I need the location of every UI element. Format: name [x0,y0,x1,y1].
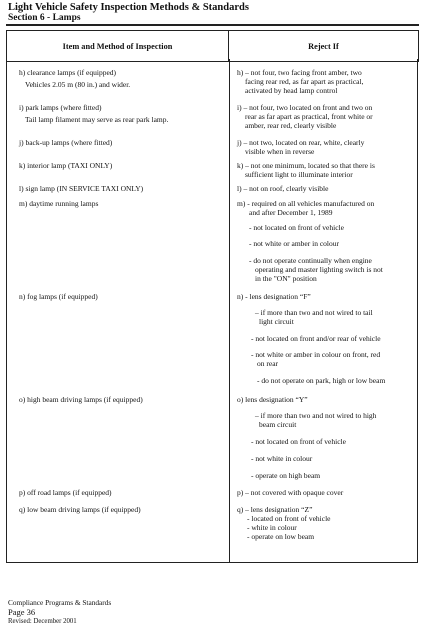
table-row-left: j) back-up lamps (where fitted) [19,138,113,147]
table-row-left: l) sign lamp (IN SERVICE TAXI ONLY) [19,184,144,193]
column-divider [229,59,230,562]
header-rule [6,24,419,26]
table-row-right: h) – not four, two facing front amber, two [237,68,362,77]
table-row-right: operating and master lighting switch is not [255,265,383,274]
column-header-reject: Reject If [229,31,419,62]
inspection-table-header [6,30,419,62]
table-row-right: activated by head lamp control [245,86,338,95]
table-row-left: Vehicles 2.05 m (80 in.) and wider. [25,80,131,89]
table-row-left: k) interior lamp (TAXI ONLY) [19,161,113,170]
table-row-right: sufficient light to illuminate interior [245,170,353,179]
table-row-right: visible when in reverse [245,147,315,156]
table-row-right: - not located on front of vehicle [249,223,344,232]
table-row-left: o) high beam driving lamps (if equipped) [19,395,143,404]
table-row-right: facing rear red, as far apart as practical, [245,77,364,86]
table-row-left: p) off road lamps (if equipped) [19,488,112,497]
table-row-left: m) daytime running lamps [19,199,99,208]
footer-department: Compliance Programs & Standards [8,598,112,607]
table-row-right: q) – lens designation “Z” [237,505,313,514]
table-row-left: n) fog lamps (if equipped) [19,292,98,301]
table-row-right: n) - lens designation “F” [237,292,311,301]
table-row-right: m) - required on all vehicles manufactured on [237,199,375,208]
table-row-right: in the "ON" position [255,274,317,283]
table-row-left: h) clearance lamps (if equipped) [19,68,117,77]
table-row-right: l) – not on roof, clearly visible [237,184,329,193]
table-row-left: q) low beam driving lamps (if equipped) [19,505,141,514]
table-row-right: - not white or amber in colour on front, red [251,350,381,359]
page-header [8,2,418,23]
table-row-right: - not located on front and/or rear of vehicle [251,334,381,343]
footer-page-number: Page 36 [8,607,36,617]
table-row-right: p) – not covered with opaque cover [237,488,344,497]
table-row-left: Tail lamp filament may serve as rear park lamp. [25,115,169,124]
table-row-right: amber, rear red, clearly visible [245,121,337,130]
table-row-right: - operate on high beam [251,471,321,480]
table-row-right: i) – not four, two located on front and two on [237,103,373,112]
table-row-right: k) – not one minimum, located so that there is [237,161,375,170]
table-row-left: i) park lamps (where fitted) [19,103,102,112]
table-row-right: - do not operate continually when engine [249,256,372,265]
footer-revised: Revised: December 2001 [8,618,77,625]
table-row-right: - do not operate on park, high or low beam [257,376,386,385]
inspection-table-body [6,59,418,563]
table-row-right: o) lens designation “Y” [237,395,308,404]
table-row-right: - located on front of vehicle [247,514,331,523]
table-row-right: beam circuit [259,420,297,429]
table-row-right: – if more than two and not wired to high [255,411,377,420]
table-row-right: rear as far apart as practical, front white or [245,112,373,121]
column-header-item: Item and Method of Inspection [7,31,229,62]
table-row-right: - not located on front of vehicle [251,437,346,446]
table-row-right: and after December 1, 1989 [249,208,333,217]
table-row-right: - operate on low beam [247,532,315,541]
table-row-right: - not white in colour [251,454,313,463]
table-row-right: on rear [257,359,279,368]
table-row-right: light circuit [259,317,294,326]
table-row-right: j) – not two, located on rear, white, clearly [237,138,365,147]
table-row-right: - not white or amber in colour [249,239,339,248]
document-title: Light Vehicle Safety Inspection Methods & Standards [8,2,249,13]
table-row-right: - white in colour [247,523,297,532]
table-row-right: – if more than two and not wired to tail [255,308,373,317]
section-title: Section 6 - Lamps [8,13,81,23]
